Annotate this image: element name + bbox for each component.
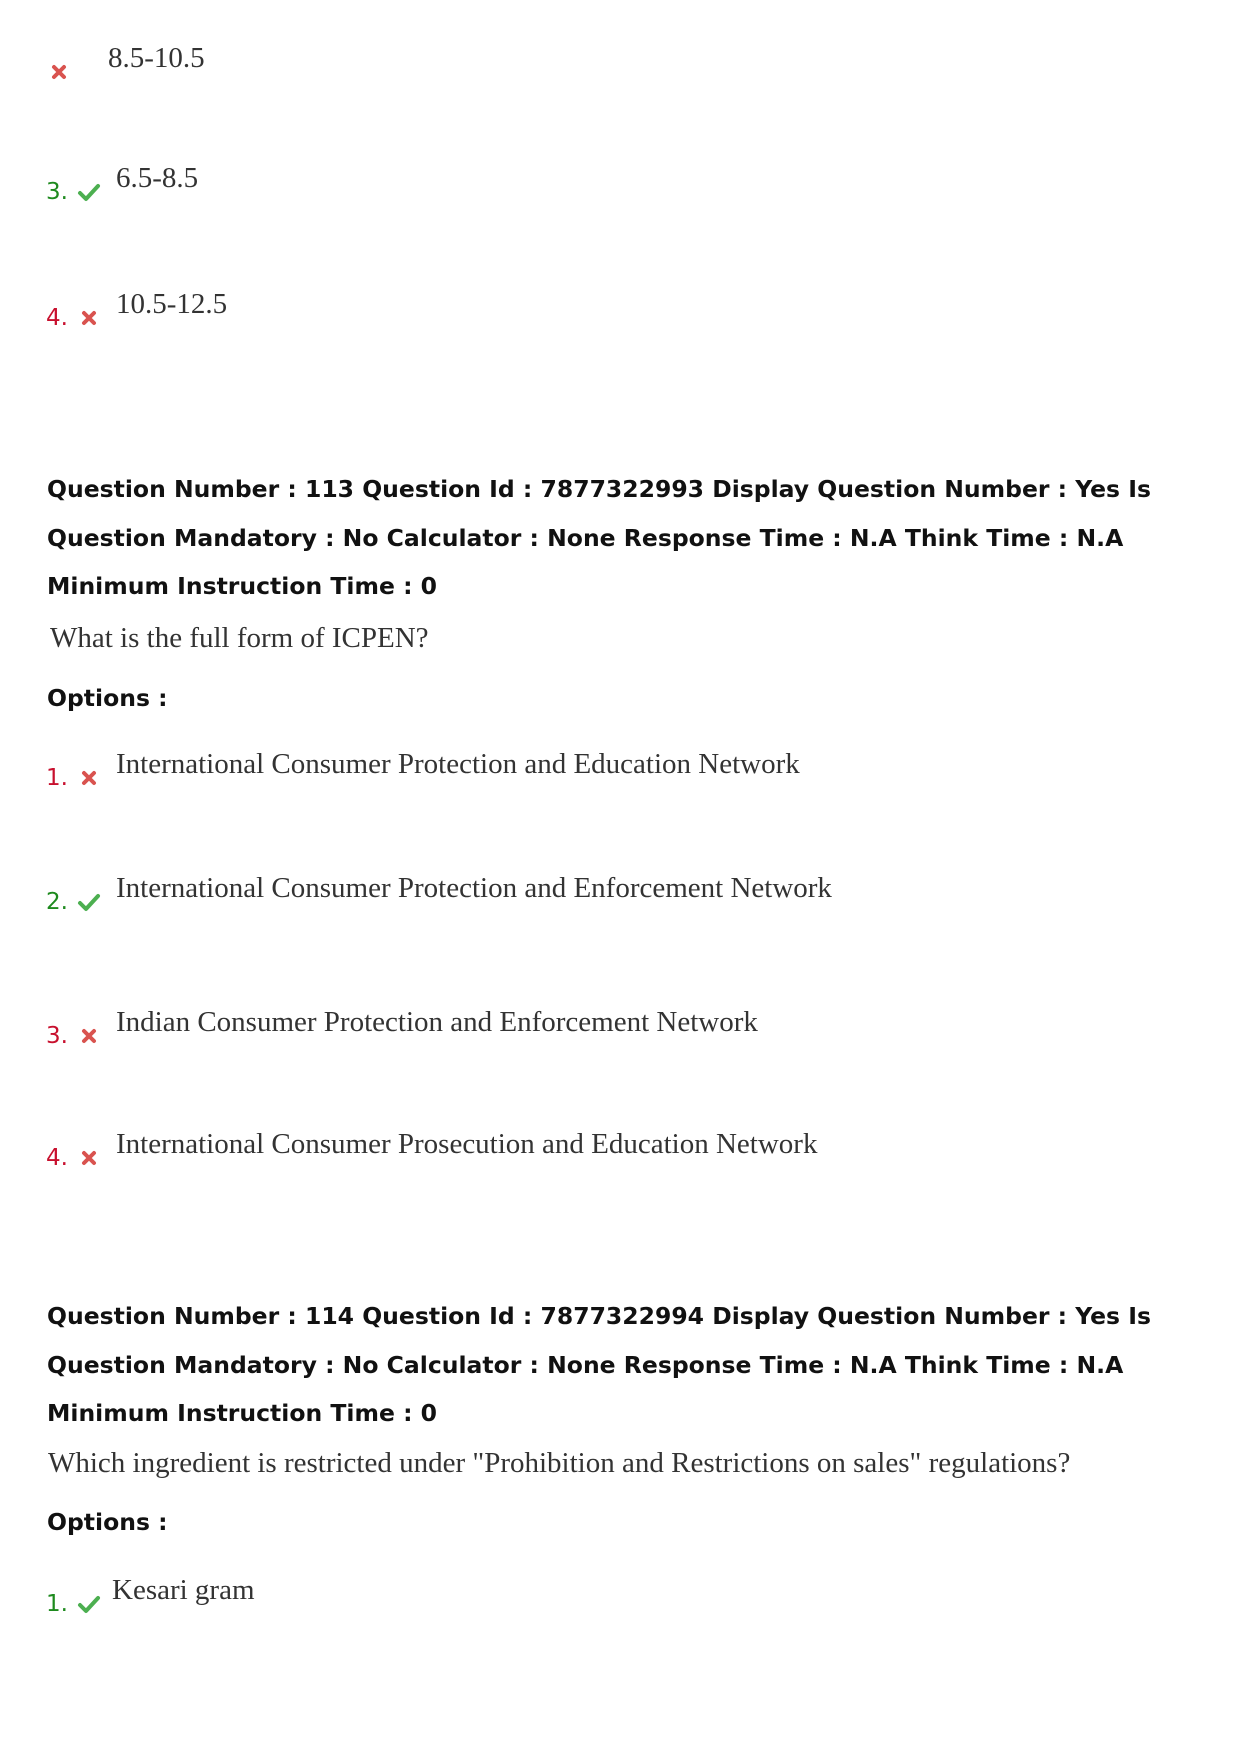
check-icon xyxy=(76,179,102,205)
question-meta: Question Number : 114 Question Id : 7877322994 Display Question Number : Yes Is Question Mandatory : No Calculator : None Response Time : N.A Think Time : N.A Minimum Instruction Time : 0 xyxy=(47,1302,1151,1427)
option-number: 4. xyxy=(46,305,68,331)
question-meta: Question Number : 113 Question Id : 7877322993 Display Question Number : Yes Is Question Mandatory : No Calculator : None Response Time : N.A Think Time : N.A Minimum Instruction Time : 0 xyxy=(47,475,1151,600)
option-text: 6.5-8.5 xyxy=(116,162,199,194)
option-row xyxy=(46,162,199,205)
option-number: 3. xyxy=(46,179,68,205)
option-number: 1. xyxy=(46,765,68,791)
cross-icon xyxy=(76,765,102,791)
option-text: Indian Consumer Protection and Enforcement Network xyxy=(116,1006,758,1038)
option-text: Kesari gram xyxy=(112,1574,255,1606)
check-icon xyxy=(76,889,102,915)
option-number: 3. xyxy=(46,1023,68,1049)
options-label: Options : xyxy=(47,1508,168,1536)
option-text: International Consumer Protection and Enforcement Network xyxy=(116,872,832,904)
option-row xyxy=(46,1128,818,1171)
check-icon xyxy=(76,1591,102,1617)
option-number: 1. xyxy=(46,1591,68,1617)
option-row xyxy=(46,288,228,331)
option-text: 10.5-12.5 xyxy=(116,288,228,320)
cross-icon xyxy=(46,59,72,85)
option-number: 4. xyxy=(46,1145,68,1171)
option-row xyxy=(46,1574,255,1617)
cross-icon xyxy=(76,305,102,331)
cross-icon xyxy=(76,1145,102,1171)
option-row xyxy=(46,748,800,791)
option-number: 2. xyxy=(46,889,68,915)
option-row xyxy=(46,1006,758,1049)
option-row xyxy=(46,42,205,85)
option-row xyxy=(46,872,832,915)
option-text: International Consumer Prosecution and Education Network xyxy=(116,1128,818,1160)
question-text: What is the full form of ICPEN? xyxy=(50,622,429,654)
option-text: International Consumer Protection and Education Network xyxy=(116,748,800,780)
options-label: Options : xyxy=(47,684,168,712)
option-text: 8.5-10.5 xyxy=(108,42,205,74)
cross-icon xyxy=(76,1023,102,1049)
question-text: Which ingredient is restricted under "Prohibition and Restrictions on sales" regulations? xyxy=(48,1447,1071,1479)
